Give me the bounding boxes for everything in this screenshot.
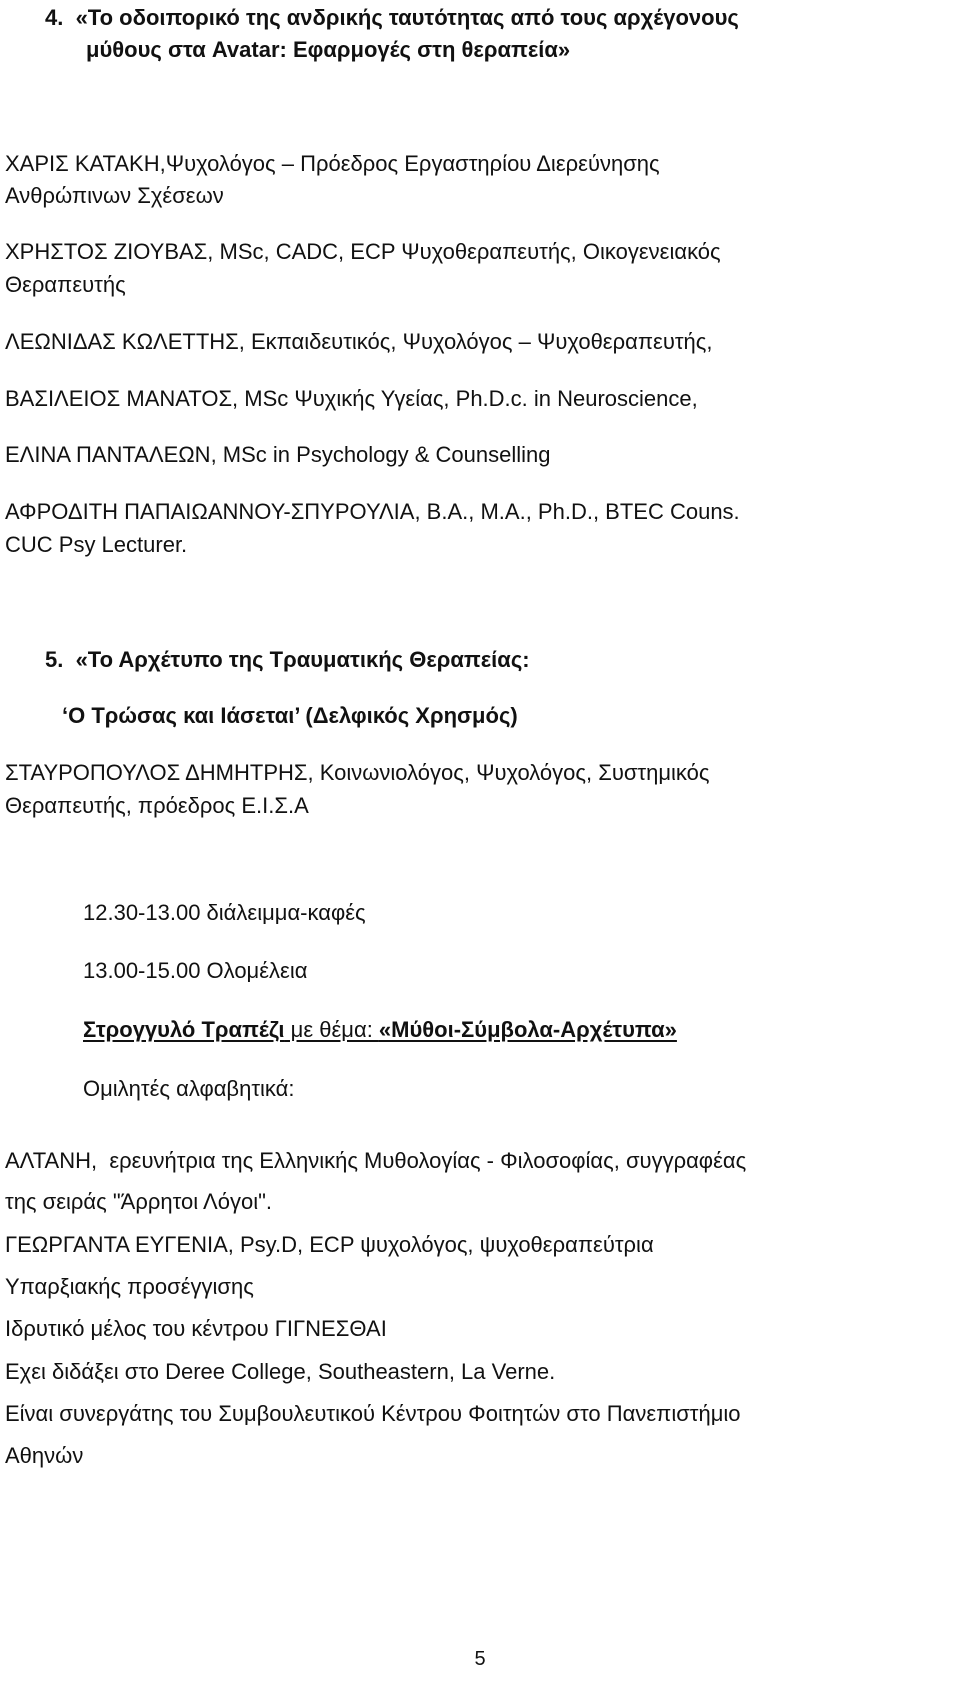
bio-line: ΓΕΩΡΓΑΝΤΑ ΕΥΓΕΝΙΑ, Psy.D, ECP ψυχολόγος, ψυχοθεραπεύτρια <box>5 1232 654 1257</box>
roundtable-label: Στρογγυλό Τραπέζι <box>83 1017 285 1042</box>
speaker-line: ΒΑΣΙΛΕΙΟΣ ΜΑΝΑΤΟΣ, MSc Ψυχικής Υγείας, Ph.D.c. in Neuroscience, <box>5 386 698 411</box>
schedule-plenary: 13.00-15.00 Ολομέλεια <box>83 958 308 983</box>
page-number: 5 <box>474 1648 486 1670</box>
speakers-intro: Ομιλητές αλφαβητικά: <box>83 1076 295 1101</box>
speaker-line: ΛΕΩΝΙΔΑΣ ΚΩΛΕΤΤΗΣ, Εκπαιδευτικός, Ψυχολόγος – Ψυχοθεραπευτής, <box>5 329 713 354</box>
bio-line: Είναι συνεργάτης του Συμβουλευτικού Κέντρου Φοιτητών στο Πανεπιστήμιο <box>5 1401 741 1426</box>
speaker-line: CUC Psy Lecturer. <box>5 532 188 557</box>
roundtable-connector: με θέμα: <box>284 1017 379 1042</box>
bio-line: της σειράς "Άρρητοι Λόγοι". <box>5 1189 272 1214</box>
speaker-line: ΧΡΗΣΤΟΣ ΖΙΟΥΒΑΣ, MSc, CADC, ECP Ψυχοθεραπευτής, Οικογενειακός <box>5 239 721 264</box>
item5-heading-line1: 5. «Το Αρχέτυπο της Τραυματικής Θεραπείας: <box>45 647 530 672</box>
speaker-line: Θεραπευτής <box>5 272 126 297</box>
item5-speaker-line1: ΣΤΑΥΡΟΠΟΥΛΟΣ ΔΗΜΗΤΡΗΣ, Κοινωνιολόγος, Ψυχολόγος, Συστημικός <box>5 760 710 785</box>
bio-line: Ιδρυτικό μέλος του κέντρου ΓΙΓΝΕΣΘΑΙ <box>5 1316 387 1341</box>
bio-line: Εχει διδάξει στο Deree College, Southeastern, La Verne. <box>5 1359 556 1384</box>
item5-speaker-line2: Θεραπευτής, πρόεδρος Ε.Ι.Σ.Α <box>5 793 309 818</box>
schedule-break: 12.30-13.00 διάλειμμα-καφές <box>83 900 366 925</box>
item4-heading-line1: 4. «Το οδοιπορικό της ανδρικής ταυτότητας από τους αρχέγονους <box>45 5 739 30</box>
speaker-line: ΑΦΡΟΔΙΤΗ ΠΑΠΑΙΩΑΝΝΟΥ-ΣΠΥΡΟΥΛΙΑ, B.A., M.A., Ph.D., BTEC Couns. <box>5 499 740 524</box>
item4-heading-line2: μύθους στα Avatar: Εφαρμογές στη θεραπεία» <box>86 37 571 62</box>
roundtable-title <box>83 1016 677 1044</box>
item5-heading-line2: ‘Ο Τρώσας και Ιάσεται’ (Δελφικός Χρησμός) <box>62 703 518 728</box>
bio-line: Αθηνών <box>5 1443 84 1468</box>
speaker-line: ΕΛΙΝΑ ΠΑΝΤΑΛΕΩΝ, MSc in Psychology & Counselling <box>5 442 551 467</box>
bio-line: Υπαρξιακής προσέγγισης <box>5 1274 254 1299</box>
roundtable-topic: «Μύθοι-Σύμβολα-Αρχέτυπα» <box>378 1017 677 1042</box>
bio-line: ΑΛΤΑΝΗ, ερευνήτρια της Ελληνικής Μυθολογίας - Φιλοσοφίας, συγγραφέας <box>5 1148 747 1173</box>
speaker-line: ΧΑΡΙΣ ΚΑΤΑΚΗ,Ψυχολόγος – Πρόεδρος Εργαστηρίου Διερεύνησης <box>5 151 660 176</box>
speaker-line: Ανθρώπινων Σχέσεων <box>5 183 224 208</box>
